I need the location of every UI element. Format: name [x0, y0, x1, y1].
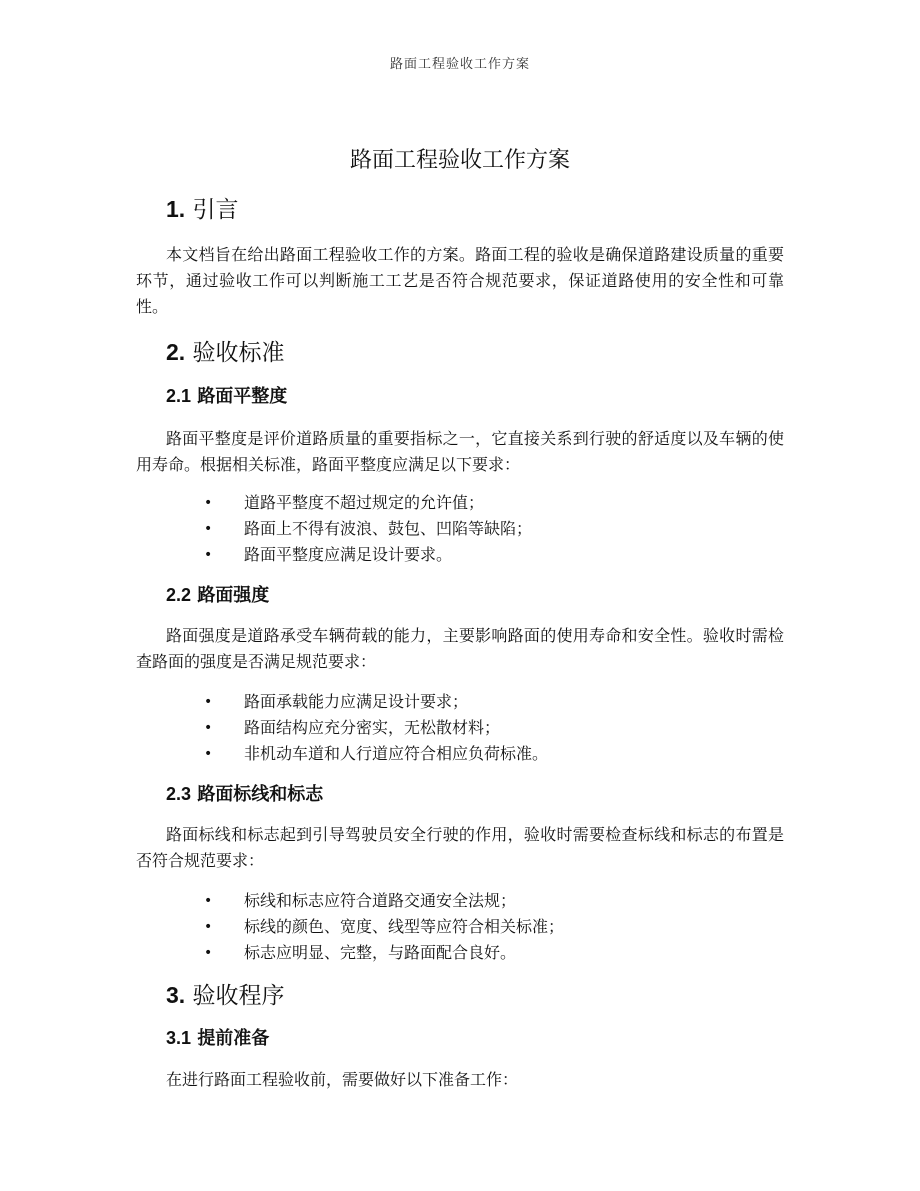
bullet-icon: •	[204, 547, 213, 563]
section-number: 2.	[166, 339, 186, 365]
subsection-title: 路面平整度	[197, 386, 288, 407]
list-item	[136, 490, 784, 516]
list-item	[136, 888, 784, 914]
section-2-3-heading	[166, 781, 784, 808]
section-2-2-list	[136, 689, 784, 767]
subsection-title: 路面标线和标志	[197, 784, 324, 805]
section-number: 1.	[166, 196, 186, 222]
list-item-text: 道路平整度不超过规定的允许值；	[244, 493, 485, 512]
section-number: 3.	[166, 982, 186, 1008]
section-title: 验收程序	[192, 983, 285, 1009]
list-item	[136, 689, 784, 715]
list-item	[136, 542, 784, 568]
bullet-icon: •	[204, 919, 213, 935]
subsection-title: 路面强度	[197, 585, 270, 606]
section-3-1-heading	[166, 1025, 784, 1052]
document-title: 路面工程验收工作方案	[349, 148, 570, 173]
list-item	[136, 741, 784, 767]
section-2-1-list	[136, 490, 784, 568]
list-item-text: 标志应明显、完整，与路面配合良好。	[244, 943, 517, 962]
bullet-icon: •	[204, 521, 213, 537]
section-2-heading	[166, 337, 784, 368]
subsection-number: 3.1	[166, 1028, 192, 1048]
section-3-heading	[166, 980, 784, 1011]
section-2-2-paragraph: 路面强度是道路承受车辆荷载的能力，主要影响路面的使用寿命和安全性。验收时需检查路面的强度是否满足规范要求：	[136, 626, 784, 671]
section-title: 验收标准	[192, 340, 285, 366]
subsection-title: 提前准备	[197, 1028, 270, 1049]
section-3-1-paragraph: 在进行路面工程验收前，需要做好以下准备工作：	[166, 1070, 519, 1089]
list-item-text: 路面平整度应满足设计要求。	[244, 545, 453, 564]
list-item-text: 标线和标志应符合道路交通安全法规；	[244, 891, 517, 910]
list-item-text: 标线的颜色、宽度、线型等应符合相关标准；	[244, 917, 565, 936]
bullet-icon: •	[204, 746, 213, 762]
running-header: 路面工程验收工作方案	[389, 57, 530, 72]
bullet-icon: •	[204, 694, 213, 710]
section-title: 引言	[192, 197, 239, 223]
list-item-text: 非机动车道和人行道应符合相应负荷标准。	[244, 744, 549, 763]
section-2-1-heading	[166, 383, 784, 410]
list-item-text: 路面上不得有波浪、鼓包、凹陷等缺陷；	[244, 519, 533, 538]
list-item-text: 路面承载能力应满足设计要求；	[244, 692, 469, 711]
list-item	[136, 516, 784, 542]
subsection-number: 2.3	[166, 784, 192, 804]
document-body	[136, 138, 784, 1093]
section-2-3-paragraph: 路面标线和标志起到引导驾驶员安全行驶的作用，验收时需要检查标线和标志的布置是否符合规范要求：	[136, 825, 784, 870]
section-2-1-paragraph: 路面平整度是评价道路质量的重要指标之一，它直接关系到行驶的舒适度以及车辆的使用寿命。根据相关标准，路面平整度应满足以下要求：	[136, 429, 784, 474]
list-item	[136, 940, 784, 966]
bullet-icon: •	[204, 893, 213, 909]
section-1-paragraph: 本文档旨在给出路面工程验收工作的方案。路面工程的验收是确保道路建设质量的重要环节，通过验收工作可以判断施工工艺是否符合规范要求，保证道路使用的安全性和可靠性。	[136, 245, 784, 316]
section-2-3-list	[136, 888, 784, 966]
section-2-2-heading	[166, 582, 784, 609]
list-item	[136, 914, 784, 940]
subsection-number: 2.2	[166, 585, 192, 605]
list-item	[136, 715, 784, 741]
subsection-number: 2.1	[166, 386, 192, 406]
section-1-heading	[166, 194, 784, 225]
bullet-icon: •	[204, 495, 213, 511]
bullet-icon: •	[204, 720, 213, 736]
list-item-text: 路面结构应充分密实，无松散材料；	[244, 718, 501, 737]
bullet-icon: •	[204, 945, 213, 961]
